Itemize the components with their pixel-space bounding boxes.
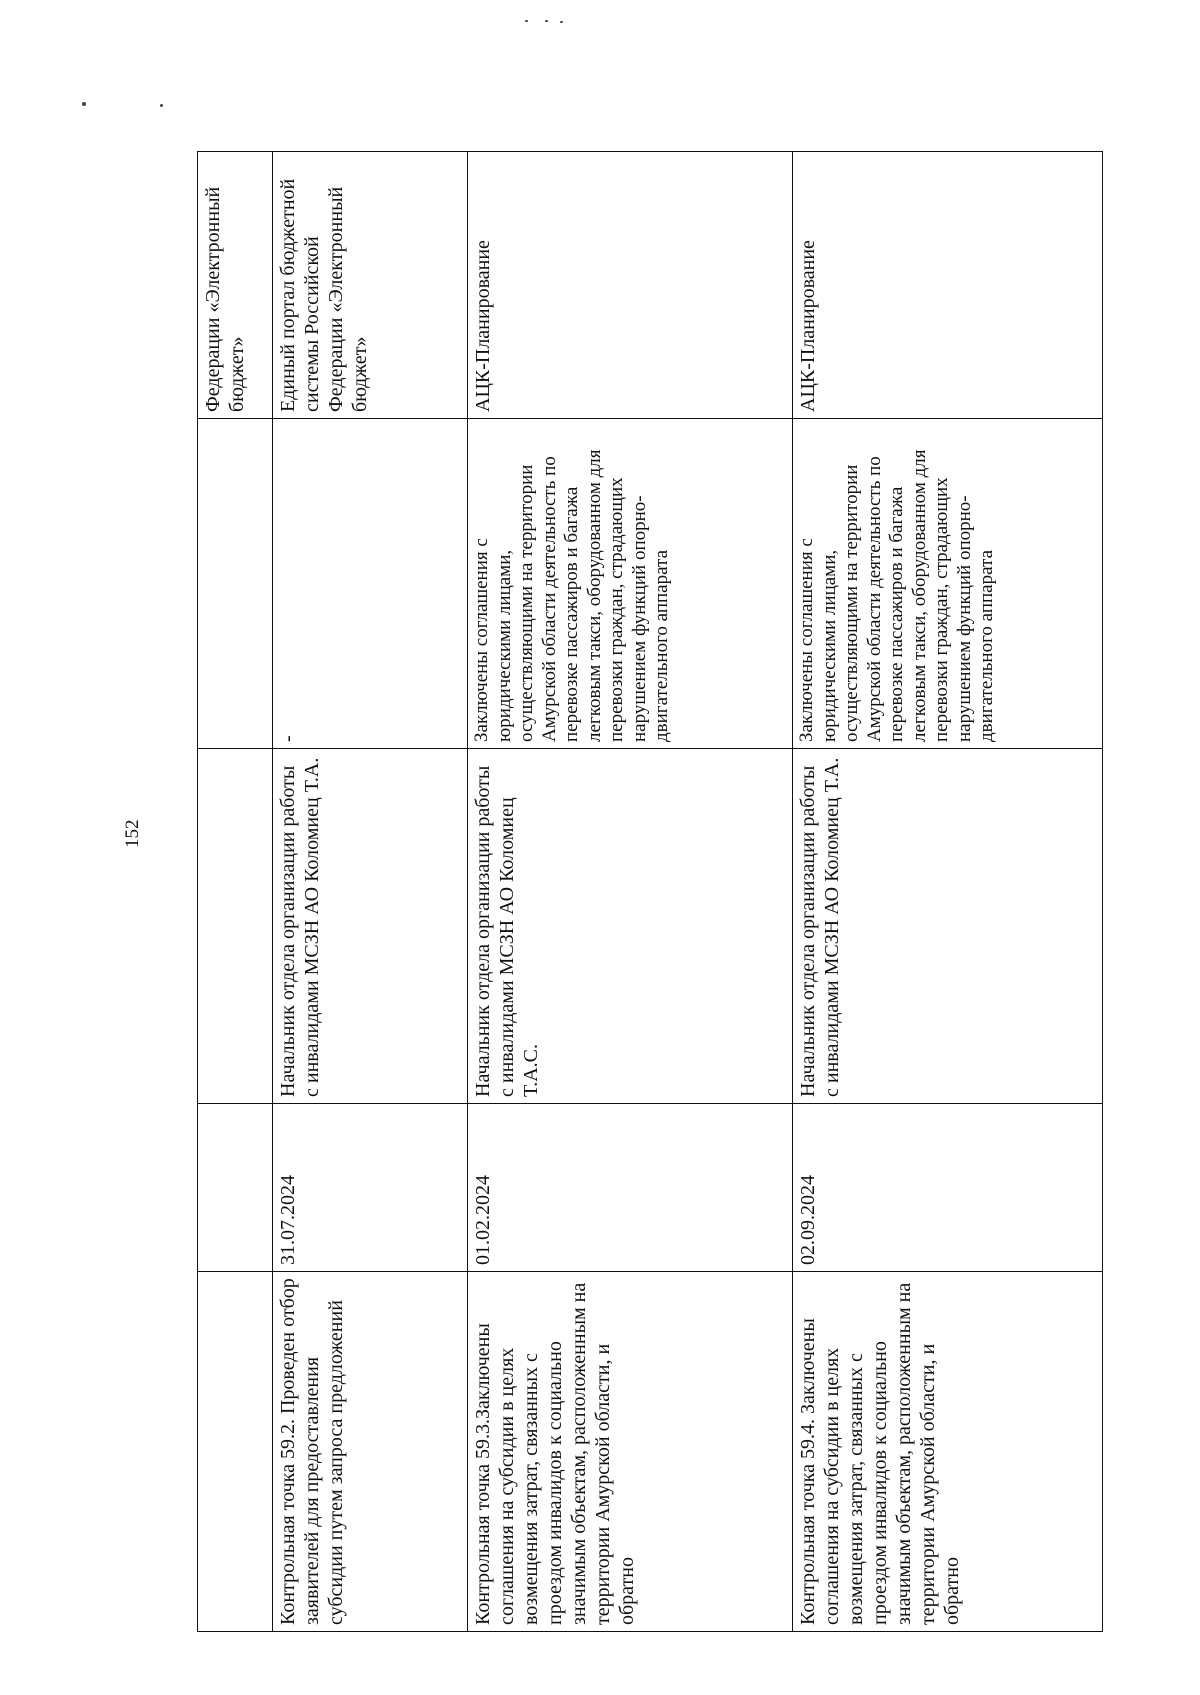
result-cell <box>198 419 273 749</box>
result-cell: - <box>273 419 468 749</box>
date-cell: 02.09.2024 <box>793 1104 1103 1272</box>
scan-speck <box>82 102 86 106</box>
rotated-table-block <box>197 152 1102 1632</box>
table-row <box>273 152 468 1632</box>
responsible-cell: Начальник отдела организации работы с инвалидами МСЗН АО Коломиец Т.А.С. <box>468 749 793 1104</box>
date-cell: 01.02.2024 <box>468 1104 793 1272</box>
result-cell: Заключены соглашения с юридическими лицами, осуществляющими на территории Амурской области деятельность по перевозке пассажиров и багажа легковым такси, оборудованном для перевозки граждан, страдающих нарушением функций опорно-двигательного аппарата <box>793 419 1103 749</box>
system-cell: Федерации «Электронный бюджет» <box>198 152 273 419</box>
checkpoint-cell: Контрольная точка 59.2. Проведен отбор заявителей для предоставления субсидии путем запроса предложений <box>273 1272 468 1632</box>
checkpoint-cell: Контрольная точка 59.4. Заключены соглашения на субсидии в целях возмещения затрат, связанных с проездом инвалидов к социально значимым объектам, расположенным на территории Амурской области, и обратно <box>793 1272 1103 1632</box>
table-row <box>468 152 793 1632</box>
scan-speck <box>545 20 548 22</box>
result-cell: Заключены соглашения с юридическими лицами, осуществляющими на территории Амурской области деятельность по перевозке пассажиров и багажа легковым такси, оборудованном для перевозки граждан, страдающих нарушением функций опорно-двигательного аппарата <box>468 419 793 749</box>
responsible-cell: Начальник отдела организации работы с инвалидами МСЗН АО Коломиец Т.А. <box>793 749 1103 1104</box>
scan-speck <box>525 20 528 22</box>
system-cell: АЦК-Планирование <box>468 152 793 419</box>
control-points-table <box>197 151 1103 1632</box>
scan-speck <box>160 104 163 107</box>
table-row <box>793 152 1103 1632</box>
page-number: 152 <box>122 819 143 848</box>
checkpoint-cell <box>198 1272 273 1632</box>
scan-speck <box>560 21 563 23</box>
responsible-cell <box>198 749 273 1104</box>
system-cell: АЦК-Планирование <box>793 152 1103 419</box>
checkpoint-cell: Контрольная точка 59.3.Заключены соглашения на субсидии в целях возмещения затрат, связанных с проездом инвалидов к социально значимым объектам, расположенным на территории Амурской области, и обратно <box>468 1272 793 1632</box>
responsible-cell: Начальник отдела организации работы с инвалидами МСЗН АО Коломиец Т.А. <box>273 749 468 1104</box>
date-cell <box>198 1104 273 1272</box>
system-cell: Единый портал бюджетной системы Российской Федерации «Электронный бюджет» <box>273 152 468 419</box>
table-row <box>198 152 273 1632</box>
date-cell: 31.07.2024 <box>273 1104 468 1272</box>
